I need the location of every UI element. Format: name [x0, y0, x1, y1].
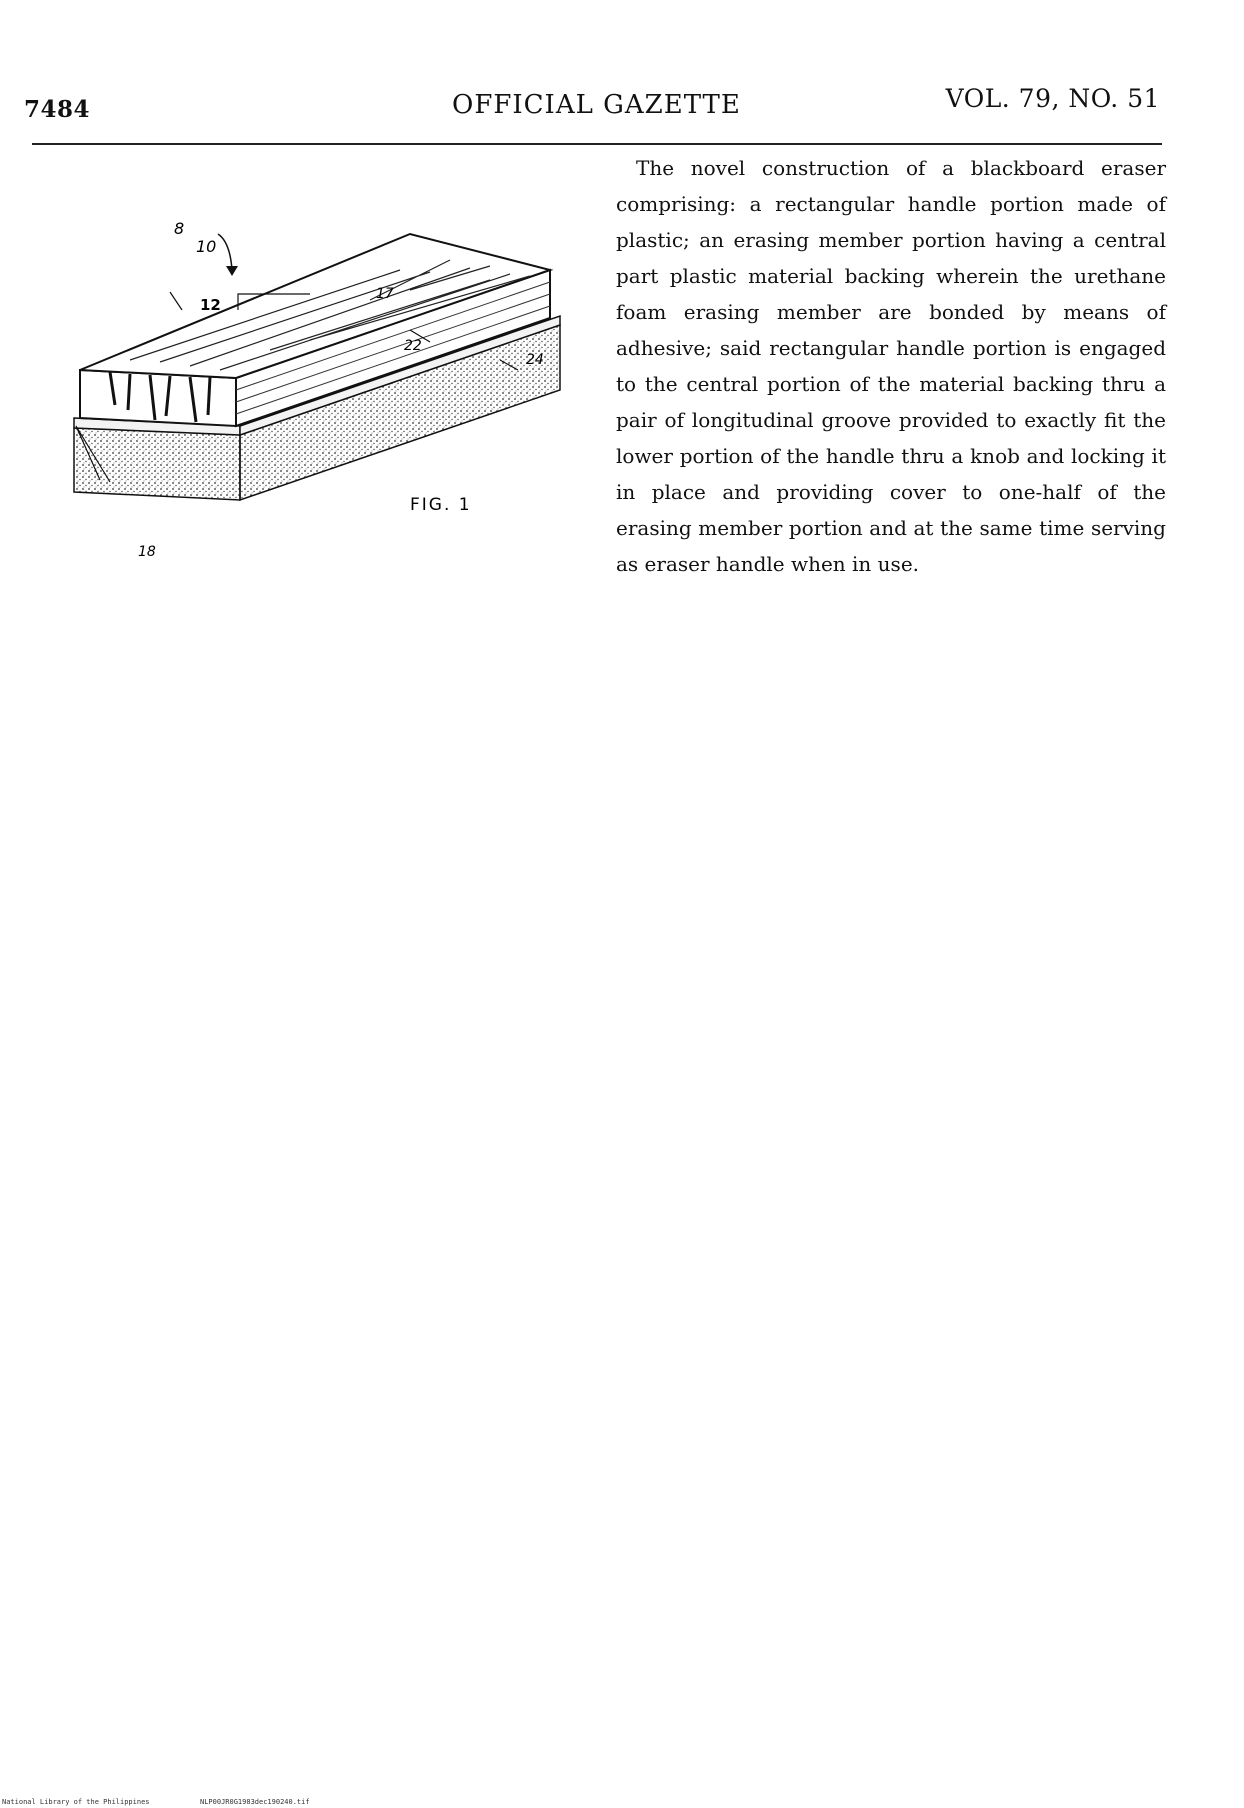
header-rule [32, 143, 1162, 145]
footer-filename: NLP00JR0G1983dec190240.tif [200, 1798, 310, 1806]
arrow-10 [218, 234, 232, 270]
eraser-drawing [70, 219, 570, 590]
ref-label-18: 18 [138, 544, 156, 560]
ref-label-8: 8 [174, 219, 185, 238]
arrow-10-head [226, 266, 238, 276]
claim-paragraph: The novel construction of a blackboard eraser comprising: a rectangular handle portion made of plastic; an erasing member portion having a central part plastic material backing wherein the urethane foam erasing member are bonded by means of adhesive; said rectangular handle portion is engaged to the central portion of the material backing thru a pair of longitudinal groove provided to exactly fit the lower portion of the handle thru a knob and locking it in place and providing cover to one-half of the erasing member portion and at the same time serving as eraser handle when in use. [616, 156, 1166, 576]
figure-caption: FIG. 1 [410, 495, 472, 515]
handle-front-face [80, 370, 236, 426]
volume-number: VOL. 79, NO. 51 [945, 84, 1160, 113]
ref-label-24: 24 [526, 352, 544, 368]
ref-label-17: 17 [376, 286, 394, 302]
gazette-title: OFFICIAL GAZETTE [452, 90, 741, 120]
ref-label-12: 12 [200, 296, 221, 314]
ref-label-22: 22 [404, 338, 422, 354]
ref-label-10: 10 [196, 237, 217, 256]
page-number: 7484 [24, 96, 91, 123]
footer-library: National Library of the Philippines [2, 1798, 150, 1806]
patent-figure [70, 219, 570, 590]
